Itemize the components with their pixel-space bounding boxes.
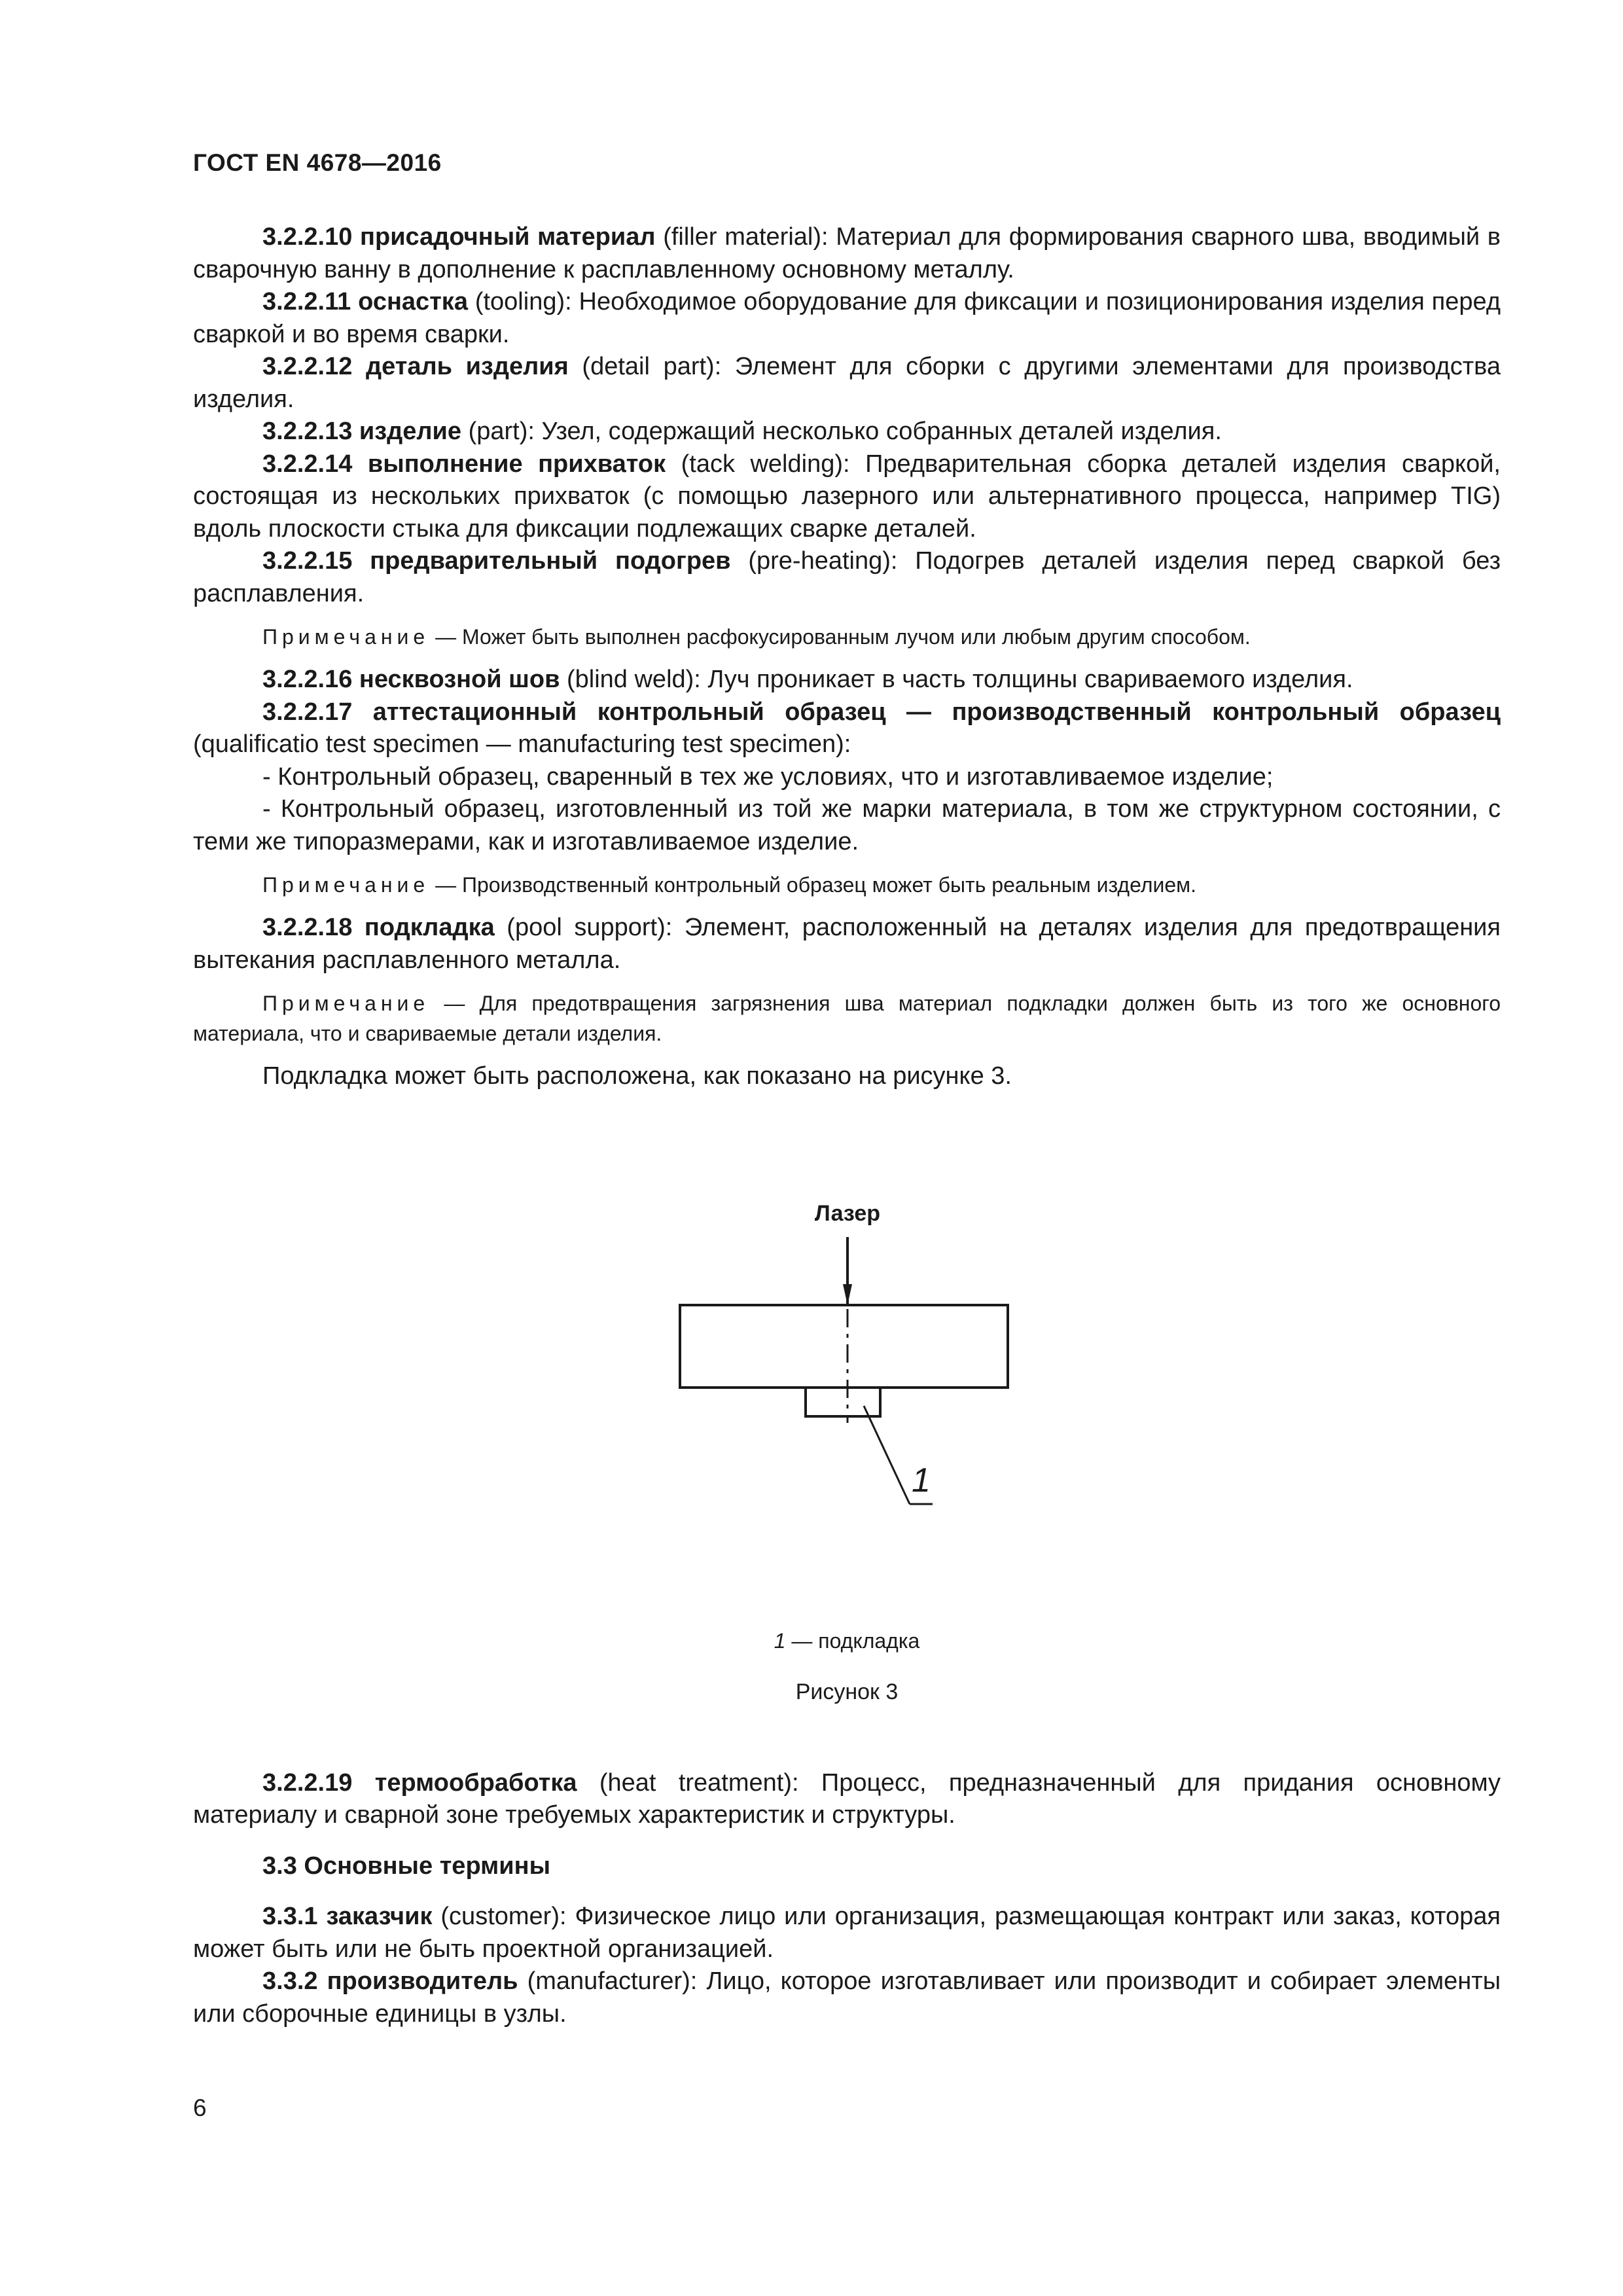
list-item: - Контрольный образец, изготовленный из той же марки материала, в том же структурном состоянии, с теми же типоразмерами, как и изготавливаемое изделие. [193,795,1501,855]
figure-intro: Подкладка может быть расположена, как показано на рисунке 3. [262,1062,1012,1090]
term-3-2-2-18 [193,912,1501,977]
list-item: - Контрольный образец, сваренный в тех же условиях, что и изготавливаемое изделие; [262,762,1274,791]
figure-3 [193,1093,1501,1767]
laser-label: Лазер [814,1200,881,1226]
page-number: 6 [193,2094,207,2121]
note-1 [193,622,1501,652]
leader-line [864,1406,910,1504]
document-body [193,221,1501,2030]
note-text: — Может быть выполнен расфокусированным лучом или любым другим способом. [429,625,1251,649]
term-name: производитель [327,1967,518,1995]
term-3-3-1 [193,1901,1501,1965]
laser-arrowhead [843,1284,852,1305]
term-definition: (part): Узел, содержащий несколько собранных деталей изделия. [461,418,1222,445]
term-3-3-2 [193,1965,1501,2030]
term-definition: (manufacturer): Лицо, которое изготавливает или производит и собирает элементы или сборочные единицы в узлы. [193,1967,1501,2028]
term-number: 3.2.2.10 [262,223,353,251]
term-name: изделие [359,418,462,445]
note-label: Примечание [262,992,430,1015]
figure-drawing [193,1093,1501,1617]
legend-text: — подкладка [785,1628,920,1653]
term-name: подкладка [364,914,495,941]
term-name: выполнение прихваток [367,450,666,478]
pool-support [806,1388,880,1416]
term-number: 3.3.2 [262,1967,318,1995]
note-label: Примечание [262,873,430,897]
term-name: заказчик [326,1903,433,1930]
term-number: 3.3.1 [262,1903,318,1930]
term-name: аттестационный контрольный образец — производственный контрольный образец [372,698,1501,726]
legend-number: 1 [774,1628,786,1653]
term-number: 3.2.2.17 [262,698,353,726]
note-3 [193,988,1501,1049]
term-name: присадочный материал [360,223,656,251]
term-name: оснастка [358,288,468,315]
workpiece-part [680,1305,1008,1388]
note-text: — Производственный контрольный образец может быть реальным изделием. [429,873,1197,897]
term-3-2-2-14 [193,448,1501,546]
term-number: 3.2.2.18 [262,914,353,941]
note-text: — Для предотвращения загрязнения шва материал подкладки должен быть из того же основного материала, что и свариваемые детали изделия. [193,992,1501,1045]
term-3-2-2-17 [193,696,1501,761]
term-3-2-2-12 [193,351,1501,416]
term-number: 3.2.2.16 [262,666,353,693]
term-definition: (qualificatio test specimen — manufacturing test specimen): [193,730,851,758]
term-name: предварительный подогрев [370,547,731,575]
term-definition: (heat treatment): Процесс, предназначенный для придания основному материалу и сварной зоне требуемых характеристик и структуры. [193,1768,1501,1829]
term-3-2-2-16 [193,664,1501,696]
document-page [193,0,1502,2296]
note-label: Примечание [262,625,430,649]
term-3-2-2-11 [193,286,1501,351]
term-name: несквозной шов [359,666,560,693]
term-number: 3.2.2.11 [262,288,351,315]
term-3-2-2-10 [193,221,1501,286]
term-definition: (detail part): Элемент для сборки с другими элементами для производства изделия. [193,353,1501,413]
figure-legend [193,1625,1501,1658]
term-number: 3.2.2.13 [262,418,353,445]
term-name: деталь изделия [365,353,569,380]
term-definition: (tack welding): Предварительная сборка деталей изделия сваркой, состоящая из нескольких прихваток (с помощью лазерного или альтернативного процесса, например TIG) вдоль плоскости стыка для фиксации подлежащих сварке деталей. [193,450,1501,543]
section-title-3-3: 3.3 Основные термины [262,1852,551,1880]
figure-caption: Рисунок 3 [795,1679,899,1704]
term-number: 3.2.2.19 [262,1768,353,1797]
term-3-2-2-13 [193,416,1501,448]
term-definition: (filler material): Материал для формирования сварного шва, вводимый в сварочную ванну в дополнение к расплавленному основному металлу. [193,223,1501,283]
note-2 [193,870,1501,900]
term-definition: (customer): Физическое лицо или организация, размещающая контракт или заказ, которая может быть или не быть проектной организацией. [193,1903,1501,1963]
term-number: 3.2.2.14 [262,450,353,478]
term-3-2-2-15 [193,545,1501,610]
standard-header: ГОСТ EN 4678—2016 [193,149,442,176]
term-name: термообработка [374,1768,577,1797]
term-number: 3.2.2.15 [262,547,353,575]
term-number: 3.2.2.12 [262,353,353,380]
term-definition: (pre-heating): Подогрев деталей изделия перед сваркой без расплавления. [193,547,1501,607]
term-definition: (blind weld): Луч проникает в часть толщины свариваемого изделия. [560,666,1353,693]
callout-number: 1 [912,1461,931,1499]
term-definition: (tooling): Необходимое оборудование для фиксации и позиционирования изделия перед сваркой и во время сварки. [193,288,1501,348]
term-definition: (pool support): Элемент, расположенный на деталях изделия для предотвращения вытекания расплавленного металла. [193,914,1501,974]
term-3-2-2-19 [193,1767,1501,1832]
